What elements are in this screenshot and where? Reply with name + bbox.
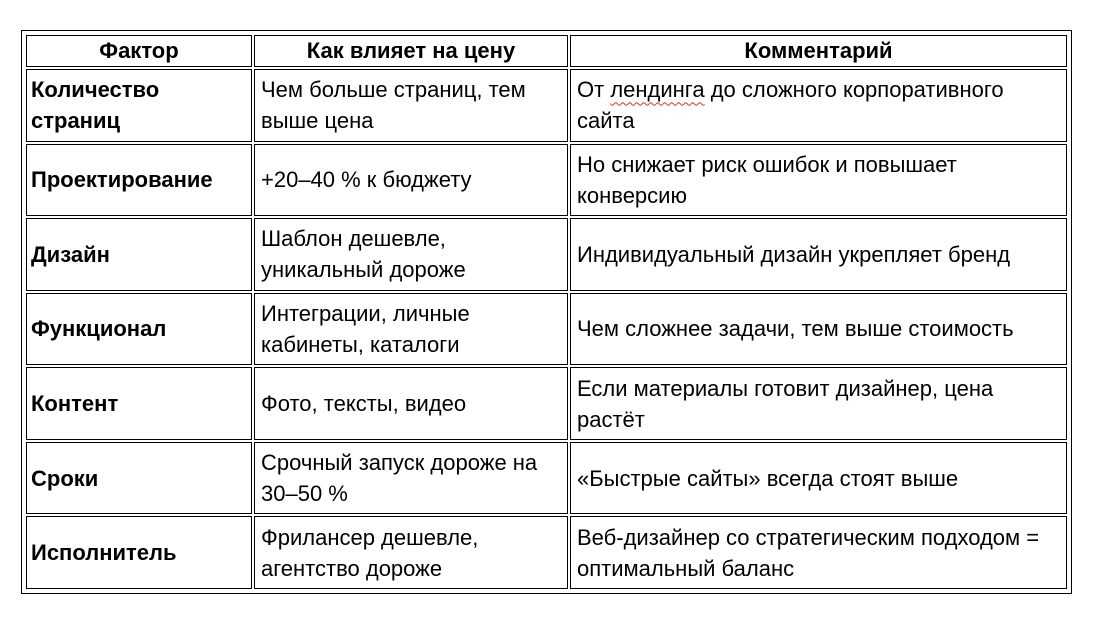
comment-cell: Если материалы готовит дизайнер, цена растёт (570, 367, 1067, 440)
effect-cell: Чем больше страниц, тем выше цена (254, 69, 568, 142)
comment-cell: Чем сложнее задачи, тем выше стоимость (570, 293, 1067, 366)
factor-cell: Функционал (26, 293, 252, 366)
comment-text-end: до сложного корпоративного сайта (577, 77, 1004, 134)
comment-cell: «Быстрые сайты» всегда стоят выше (570, 442, 1067, 515)
table-row (26, 516, 1067, 589)
table-row (26, 442, 1067, 515)
factor-cell: Дизайн (26, 218, 252, 291)
effect-cell: +20–40 % к бюджету (254, 144, 568, 217)
effect-cell: Интеграции, личные кабинеты, каталоги (254, 293, 568, 366)
factor-cell: Исполнитель (26, 516, 252, 589)
table-row (26, 218, 1067, 291)
table-row (26, 293, 1067, 366)
comment-cell (570, 69, 1067, 142)
effect-cell: Фото, тексты, видео (254, 367, 568, 440)
comment-cell: Но снижает риск ошибок и повышает конверсию (570, 144, 1067, 217)
table-row (26, 144, 1067, 217)
table-row (26, 367, 1067, 440)
pricing-factors-table (24, 33, 1069, 591)
comment-cell: Веб-дизайнер со стратегическим подходом = оптимальный баланс (570, 516, 1067, 589)
spellcheck-flagged-word[interactable]: лендинга (610, 77, 705, 103)
table-row (26, 69, 1067, 142)
effect-cell: Срочный запуск дороже на 30–50 % (254, 442, 568, 515)
pricing-factors-table-frame (21, 30, 1072, 594)
comment-text-start: От (577, 77, 611, 103)
effect-cell: Фрилансер дешевле, агентство дороже (254, 516, 568, 589)
comment-cell: Индивидуальный дизайн укрепляет бренд (570, 218, 1067, 291)
factor-cell: Контент (26, 367, 252, 440)
factor-cell: Количество страниц (26, 69, 252, 142)
factor-cell: Сроки (26, 442, 252, 515)
header-price-effect: Как влияет на цену (254, 35, 568, 67)
factor-cell: Проектирование (26, 144, 252, 217)
table-header-row (26, 35, 1067, 67)
header-comment: Комментарий (570, 35, 1067, 67)
header-factor: Фактор (26, 35, 252, 67)
effect-cell: Шаблон дешевле, уникальный дороже (254, 218, 568, 291)
